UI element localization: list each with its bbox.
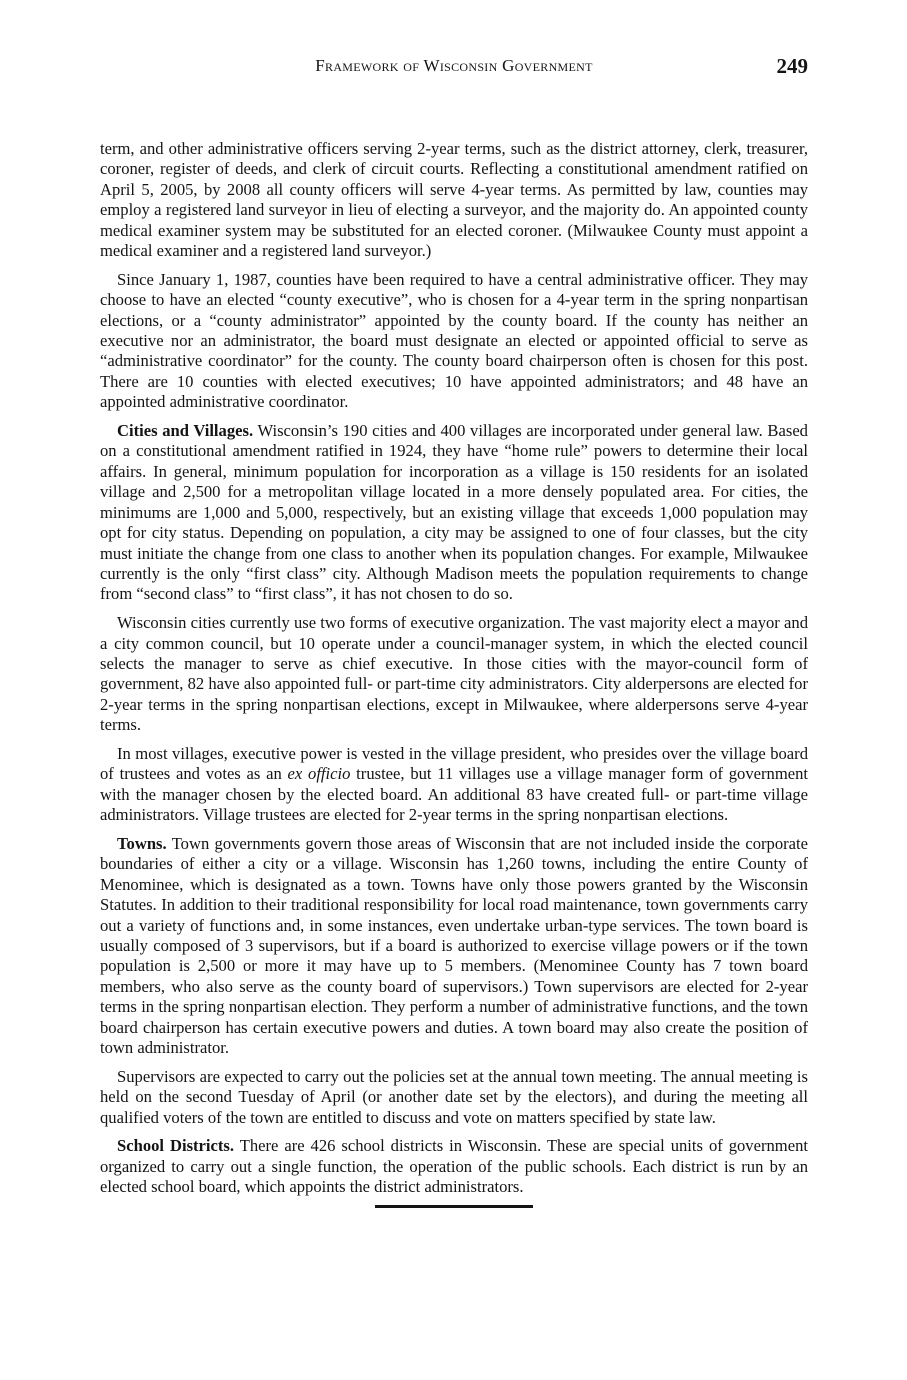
body-text xyxy=(100,139,808,1208)
section-heading-school-districts: School Districts. xyxy=(117,1136,235,1156)
paragraph-text: trustee, but 11 villages use a village manager form of government with the manager chosen by the elected board. An additional 83 have created full- or part-time village administrators. Village trustees are elected for 2-year terms in the spring nonpartisan elections. xyxy=(100,764,809,825)
paragraph-text: term, and other administrative officers serving 2-year terms, such as the district attorney, clerk, treasurer, coroner, register of deeds, and clerk of circuit courts. Reflecting a constitutional amendment ratified on April 5, 2005, by 2008 all county officers will serve 4-year terms. As permitted by law, counties may employ a registered land surveyor in lieu of electing a surveyor, and the majority do. An appointed county medical examiner system may be substituted for an elected coroner. (Milwaukee County must appoint a medical examiner and a registered land surveyor.) xyxy=(100,139,808,261)
paragraph-text: There are 426 school districts in Wisconsin. These are special units of government organized to carry out a single function, the operation of the public schools. Each district is run by an elected school board, which appoints the district administrators. xyxy=(100,1136,808,1197)
paragraph-text: Wisconsin’s 190 cities and 400 villages are incorporated under general law. Based on a constitutional amendment ratified in 1924, they have “home rule” powers to determine their local affairs. In general, minimum population for incorporation as a village is 150 residents for an isolated village and 2,500 for a metropolitan village located in a more densely populated area. For cities, the minimums are 1,000 and 5,000, respectively, but an existing village that exceeds 1,000 population may opt for city status. Depending on population, a city may be assigned to one of four classes, but the city must initiate the change from one class to another when its population changes. For example, Milwaukee currently is the only “first class” city. Although Madison meets the population requirements to change from “second class” to “first class”, it has not chosen to do so. xyxy=(100,421,808,604)
paragraph-county-administration xyxy=(100,270,808,413)
paragraph-text: Wisconsin cities currently use two forms of executive organization. The vast majority elect a mayor and a city common council, but 10 operate under a council-manager system, in which the elected council selects the manager to serve as chief executive. In those cities with the mayor-council form of government, 82 have also appointed full- or part-time city administrators. City alderpersons are elected for 2-year terms in the spring nonpartisan elections, except in Milwaukee, where alderpersons serve 4-year terms. xyxy=(100,613,808,735)
end-of-section-rule xyxy=(375,1205,533,1208)
paragraph-towns xyxy=(100,834,808,1058)
paragraph-cities-and-villages xyxy=(100,421,808,605)
italic-term: ex officio xyxy=(287,764,351,784)
paragraph-villages-executive xyxy=(100,744,808,826)
paragraph-text: Town governments govern those areas of Wisconsin that are not included inside the corporate boundaries of either a city or a village. Wisconsin has 1,260 towns, including the entire County of Menominee, which is designated as a town. Towns have only those powers granted by the Wisconsin Statutes. In addition to their traditional responsibility for local road maintenance, town governments carry out a variety of functions and, in some instances, even undertake urban-type services. The town board is usually composed of 3 supervisors, but if a board is authorized to exercise village powers or if the town population is 2,500 or more it may have up to 5 members. (Menominee County has 7 town board members, who also serve as the county board of supervisors.) Town supervisors are elected for 2-year terms in the spring nonpartisan election. They perform a number of administrative functions, and the town board chairperson has certain executive powers and duties. A town board may also create the position of town administrator. xyxy=(100,833,808,1058)
paragraph-city-executive xyxy=(100,613,808,735)
page-number: 249 xyxy=(776,54,808,78)
running-head xyxy=(100,54,808,82)
paragraph-town-meeting xyxy=(100,1067,808,1128)
paragraph-text: Supervisors are expected to carry out the policies set at the annual town meeting. The annual meeting is held on the second Tuesday of April (or another date set by the electors), and during the meeting all qualified voters of the town are entitled to discuss and vote on matters specified by state law. xyxy=(100,1066,808,1127)
section-heading-cities-and-villages: Cities and Villages. xyxy=(117,421,254,441)
section-heading-towns: Towns. xyxy=(117,833,167,853)
paragraph-text: In most villages, executive power is vested in the village president, who presides over the village board of trustees and votes as an xyxy=(100,743,808,784)
running-title: Framework of Wisconsin Government xyxy=(315,56,593,75)
paragraph-school-districts xyxy=(100,1136,808,1197)
paragraph-text: Since January 1, 1987, counties have been required to have a central administrative officer. They may choose to have an elected “county executive”, who is chosen for a 4-year term in the spring nonpartisan elections, or a “county administrator” appointed by the county board. If the county has neither an executive nor an administrator, the board must designate an elected or appointed official to serve as “administrative coordinator” for the county. The county board chairperson often is chosen for this post. There are 10 counties with elected executives; 10 have appointed administrators; and 48 have an appointed administrative coordinator. xyxy=(100,269,808,412)
paragraph-county-officers xyxy=(100,139,808,261)
